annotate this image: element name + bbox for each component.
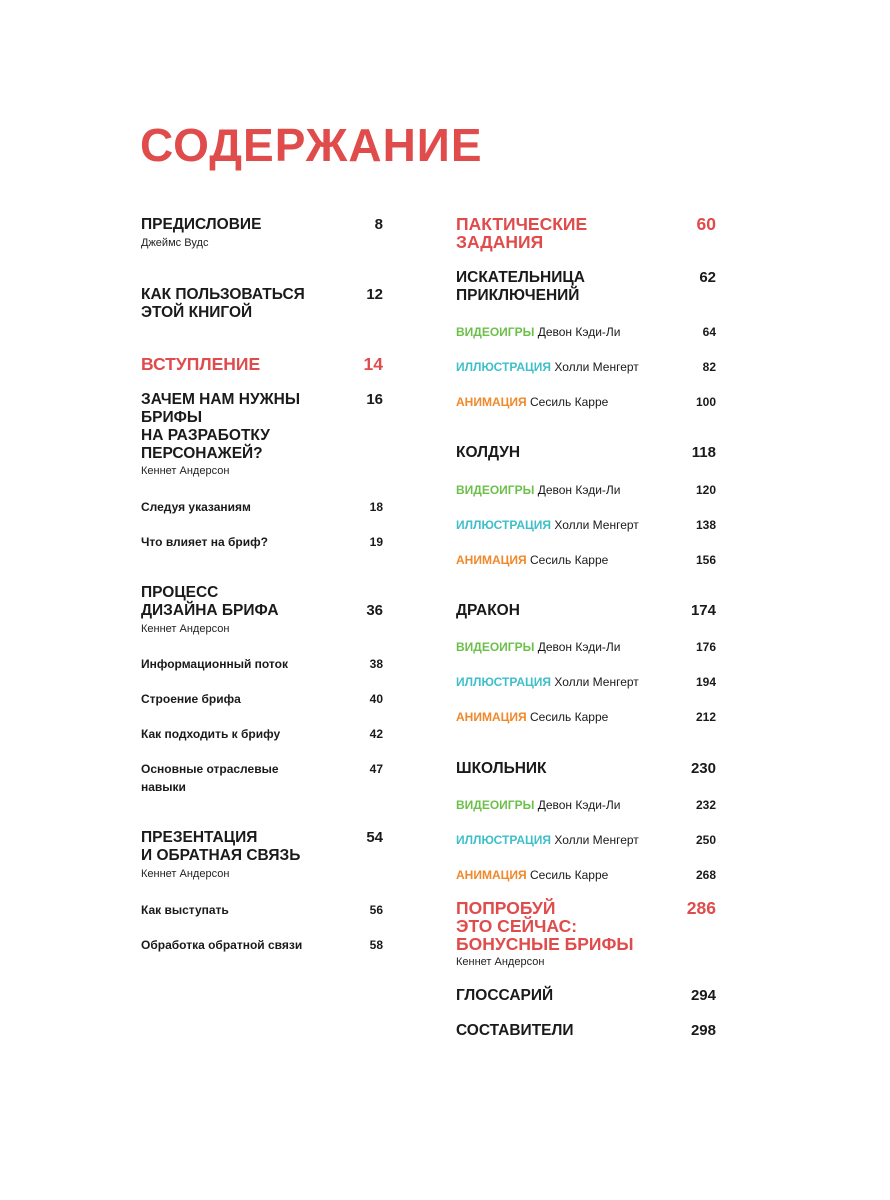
page-number: 64 [702,325,716,339]
page-number: 62 [699,269,716,286]
entry-title: Что влияет на бриф? [141,535,268,549]
page-number: 36 [366,602,383,619]
person-name: Сесиль Карре [529,553,609,567]
category-label: ИЛЛЮСТРАЦИЯ [456,833,552,847]
entry-title: ШКОЛЬНИК [456,760,547,777]
toc-entry-practical-tasks[interactable] [456,215,716,251]
toc-entry-videogames[interactable] [456,481,716,499]
toc-entry-illustration[interactable] [456,673,716,691]
page-number: 138 [695,518,716,532]
toc-entry-sorcerer[interactable] [456,444,716,462]
toc-entry-animation[interactable] [456,866,716,884]
page-number: 194 [695,675,716,689]
page-number: 120 [695,483,716,497]
person-name: Холли Менгерт [554,518,639,532]
toc-entry-videogames[interactable] [456,796,716,814]
person-name: Девон Кэди-Ли [537,798,621,812]
category-label: ВИДЕОИГРЫ [456,640,535,654]
person-name: Сесиль Карре [529,395,609,409]
category-label: ВИДЕОИГРЫ [456,798,535,812]
person-name: Холли Менгерт [554,360,639,374]
entry-author: Кеннет Андерсон [141,465,230,477]
page-number: 250 [695,833,716,847]
entry-title: ПАКТИЧЕСКИЕ ЗАДАНИЯ [456,214,588,252]
entry-title: Основные отраслевые навыки [141,762,279,794]
page-number: 12 [366,286,383,303]
page-number: 174 [690,602,716,619]
page-number: 268 [695,868,716,882]
category-label: АНИМАЦИЯ [456,395,527,409]
entry-title: КОЛДУН [456,444,521,461]
person-name: Девон Кэди-Ли [537,325,621,339]
page-number: 40 [369,692,383,706]
toc-entry-illustration[interactable] [456,358,716,376]
entry-author: Кеннет Андерсон [141,623,230,635]
entry-title: Следуя указаниям [141,500,251,514]
page-number: 212 [695,710,716,724]
page-number: 156 [695,553,716,567]
page-number: 42 [369,727,383,741]
page-number: 16 [366,391,383,408]
page-number: 286 [686,898,716,918]
toc-entry-contributors[interactable] [456,1022,716,1040]
entry-title: Как выступать [141,903,229,917]
person-name: Сесиль Карре [529,710,609,724]
entry-title: Обработка обратной связи [141,938,303,952]
page-number: 60 [696,214,716,234]
page-number: 19 [369,535,383,549]
entry-title: ПРЕЗЕНТАЦИЯ И ОБРАТНАЯ СВЯЗЬ [141,829,301,864]
entry-author: Джеймс Вудс [141,237,209,249]
page-number: 54 [366,829,383,846]
toc-entry-glossary[interactable] [456,987,716,1005]
page-title: СОДЕРЖАНИЕ [140,119,483,171]
category-label: ВИДЕОИГРЫ [456,483,535,497]
page-number: 230 [690,760,716,777]
category-label: АНИМАЦИЯ [456,710,527,724]
page-number: 38 [369,657,383,671]
entry-title: ВСТУПЛЕНИЕ [141,354,261,374]
toc-entry-dragon[interactable] [456,602,716,620]
page-number: 56 [369,903,383,917]
person-name: Девон Кэди-Ли [537,483,621,497]
entry-title: Строение брифа [141,692,241,706]
person-name: Сесиль Карре [529,868,609,882]
page-number: 176 [695,640,716,654]
person-name: Холли Менгерт [554,675,639,689]
entry-author: Кеннет Андерсон [141,868,230,880]
category-label: ИЛЛЮСТРАЦИЯ [456,360,552,374]
entry-title: Как подходить к брифу [141,727,281,741]
entry-title: КАК ПОЛЬЗОВАТЬСЯ ЭТОЙ КНИГОЙ [141,286,305,321]
category-label: ВИДЕОИГРЫ [456,325,535,339]
entry-author: Кеннет Андерсон [456,956,545,968]
toc-entry-try-it-now[interactable] [456,899,716,953]
page-number: 232 [695,798,716,812]
page-number: 82 [702,360,716,374]
entry-title: ПРОЦЕСС ДИЗАЙНА БРИФА [141,584,279,619]
entry-title: ПОПРОБУЙ ЭТО СЕЙЧАС: БОНУСНЫЕ БРИФЫ [456,898,634,954]
person-name: Холли Менгерт [554,833,639,847]
page-number: 47 [369,762,383,776]
toc-entry-videogames[interactable] [456,323,716,341]
category-label: АНИМАЦИЯ [456,553,527,567]
entry-title: ЗАЧЕМ НАМ НУЖНЫ БРИФЫ НА РАЗРАБОТКУ ПЕРСОНАЖЕЙ? [141,391,300,462]
entry-title: ИСКАТЕЛЬНИЦА ПРИКЛЮЧЕНИЙ [456,269,585,304]
category-label: АНИМАЦИЯ [456,868,527,882]
person-name: Девон Кэди-Ли [537,640,621,654]
category-label: ИЛЛЮСТРАЦИЯ [456,675,552,689]
page-number: 18 [369,500,383,514]
page-number: 8 [374,216,383,233]
entry-title: СОСТАВИТЕЛИ [456,1022,574,1039]
entry-title: ДРАКОН [456,602,520,619]
page-number: 298 [690,1022,716,1039]
page-number: 100 [695,395,716,409]
toc-entry-animation[interactable] [456,551,716,569]
toc-entry-illustration[interactable] [456,516,716,534]
page-number: 118 [691,444,716,461]
entry-title: ГЛОССАРИЙ [456,987,554,1004]
toc-entry-adventurer[interactable] [456,269,716,305]
toc-entry-animation[interactable] [456,393,716,411]
category-label: ИЛЛЮСТРАЦИЯ [456,518,552,532]
page-number: 58 [369,938,383,952]
toc-entry-illustration[interactable] [456,831,716,849]
page-number: 294 [690,987,716,1004]
entry-title: ПРЕДИСЛОВИЕ [141,216,262,233]
toc-entry-videogames[interactable] [456,638,716,656]
toc-entry-animation[interactable] [456,708,716,726]
page-number: 14 [363,354,383,374]
toc-entry-schoolboy[interactable] [456,760,716,778]
entry-title: Информационный поток [141,657,288,671]
